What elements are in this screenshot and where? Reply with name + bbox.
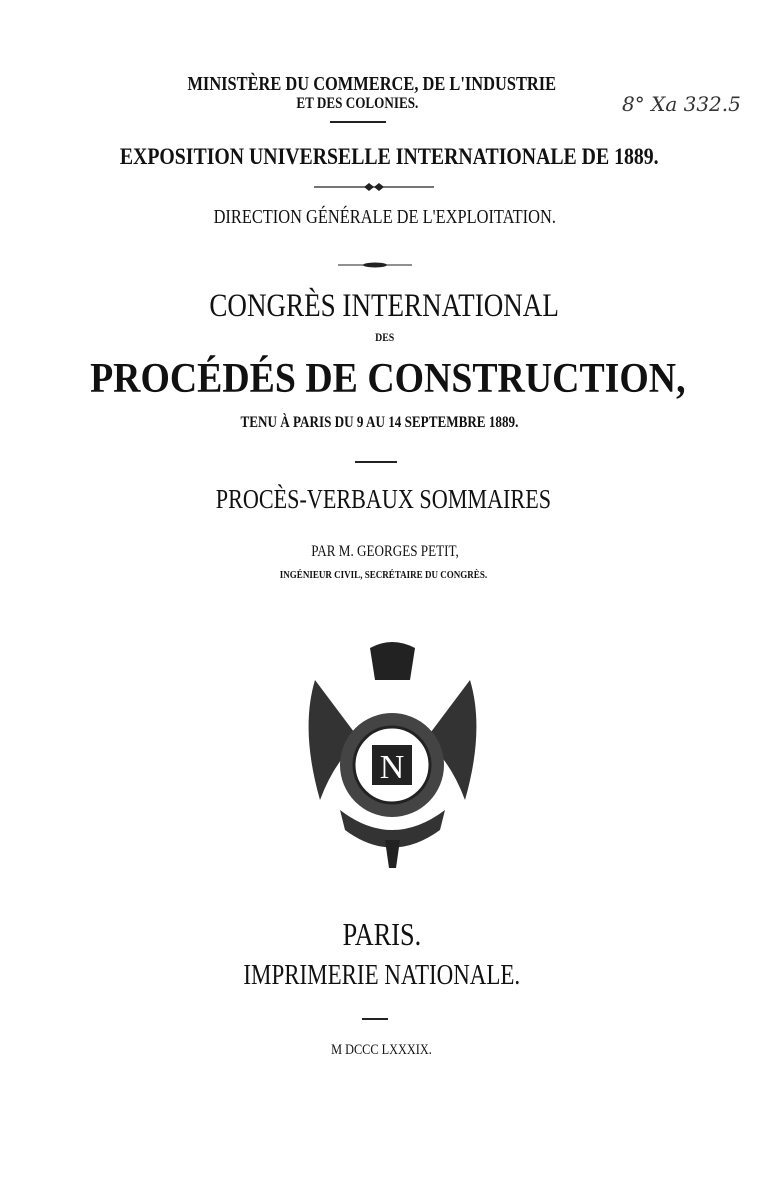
congress-subject: PROCÉDÉS DE CONSTRUCTION,: [89, 356, 686, 402]
author-role: INGÉNIEUR CIVIL, SECRÉTAIRE DU CONGRÈS.: [279, 569, 488, 581]
report-title: PROCÈS-VERBAUX SOMMAIRES: [215, 484, 552, 514]
divider: [355, 461, 397, 463]
imprint-year: M DCCC LXXXIX.: [331, 1042, 432, 1058]
shelfmark-handwritten: 8° Xa 332.5: [622, 92, 741, 116]
report-author: PAR M. GEORGES PETIT,: [311, 543, 460, 560]
ministry-line-2: ET DES COLONIES.: [296, 95, 419, 112]
direction-heading: DIRECTION GÉNÉRALE DE L'EXPLOITATION.: [213, 206, 556, 228]
congress-title: CONGRÈS INTERNATIONAL: [209, 288, 560, 324]
ornament-divider: [314, 179, 434, 189]
congress-title-des: DES: [374, 330, 395, 344]
emblem-monogram: N: [379, 749, 405, 786]
ministry-line-1: MINISTÈRE DU COMMERCE, DE L'INDUSTRIE: [187, 73, 556, 95]
ornament-divider: [338, 257, 412, 267]
divider: [362, 1018, 388, 1020]
imperial-emblem: [300, 640, 485, 870]
imprint-printer: IMPRIMERIE NATIONALE.: [243, 960, 520, 991]
divider: [330, 121, 386, 123]
imprint-city: PARIS.: [342, 916, 421, 952]
exposition-heading: EXPOSITION UNIVERSELLE INTERNATIONALE DE 1889.: [120, 144, 659, 169]
congress-dates: TENU À PARIS DU 9 AU 14 SEPTEMBRE 1889.: [240, 414, 519, 431]
